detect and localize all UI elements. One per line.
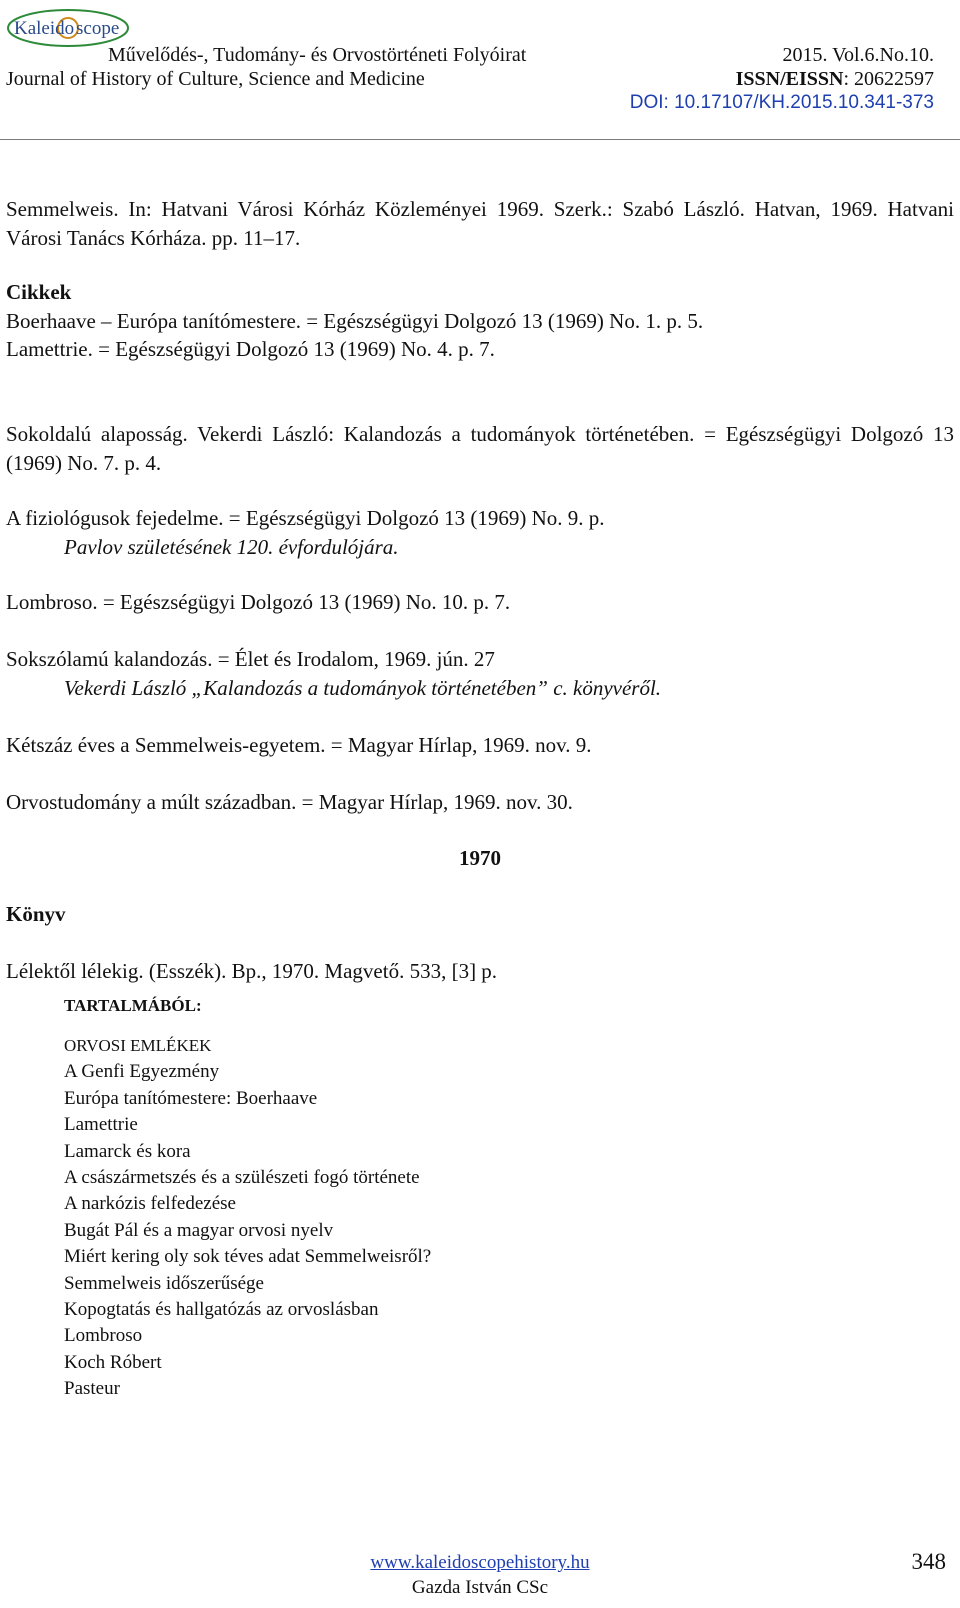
list-item: Európa tanítómestere: Boerhaave <box>64 1087 318 1109</box>
list-item: Pasteur <box>64 1378 120 1400</box>
section-heading-konyv: Könyv <box>6 902 66 926</box>
svg-text:Kaleido: Kaleido <box>14 18 75 39</box>
book-entry: Lélektől lélekig. (Esszék). Bp., 1970. Magvető. 533, [3] p. <box>6 959 498 983</box>
doi-link[interactable]: DOI: 10.17107/KH.2015.10.341-373 <box>629 92 934 113</box>
svg-text:scope: scope <box>76 18 120 39</box>
list-item: Bugát Pál és a magyar orvosi nyelv <box>64 1219 334 1241</box>
list-item: Orvostudomány a múlt században. = Magyar Hírlap, 1969. nov. 30. <box>6 790 573 814</box>
contents-list <box>64 1033 431 1403</box>
page-number: 348 <box>911 1549 946 1574</box>
header-divider <box>0 139 960 140</box>
list-item: Sokszólamú kalandozás. = Élet és Irodalom, 1969. jún. 27 <box>6 647 495 671</box>
list-item: Sokoldalú alaposság. Vekerdi László: Kalandozás a tudományok történetében. = Egészségügyi Dolgozó 13 (1969) No. 7. p. 4. <box>6 422 954 475</box>
list-item-note: Pavlov születésének 120. évfordulójára. <box>64 535 399 559</box>
issn <box>736 68 934 90</box>
list-item: Lamettrie. = Egészségügyi Dolgozó 13 (1969) No. 4. p. 7. <box>6 337 495 361</box>
section-heading-cikkek: Cikkek <box>6 280 72 304</box>
issn-value: : 20622597 <box>843 68 934 90</box>
list-item: Kopogtatás és hallgatózás az orvoslásban <box>64 1299 379 1321</box>
journal-logo <box>6 6 130 48</box>
list-item: Koch Róbert <box>64 1351 162 1373</box>
list-item: Boerhaave – Európa tanítómestere. = Egészségügyi Dolgozó 13 (1969) No. 1. p. 5. <box>6 309 704 333</box>
list-item: Lamettrie <box>64 1114 138 1136</box>
list-item: Miért kering oly sok téves adat Semmelweisről? <box>64 1246 432 1268</box>
website-link[interactable]: www.kaleidoscopehistory.hu <box>370 1552 590 1573</box>
list-item: Lombroso. = Egészségügyi Dolgozó 13 (1969) No. 10. p. 7. <box>6 590 511 614</box>
journal-title-hungarian: Művelődés-, Tudomány- és Orvostörténeti Folyóirat <box>108 44 527 66</box>
journal-title-english: Journal of History of Culture, Science and Medicine <box>6 68 425 90</box>
year-heading: 1970 <box>459 846 501 870</box>
issn-label: ISSN/EISSN <box>735 68 844 90</box>
list-item: A fiziológusok fejedelme. = Egészségügyi Dolgozó 13 (1969) No. 9. p. <box>6 506 605 530</box>
list-item: ORVOSI EMLÉKEK <box>64 1036 212 1055</box>
list-item-note: Vekerdi László „Kalandozás a tudományok történetében” c. könyvéről. <box>64 676 662 700</box>
list-item: Kétszáz éves a Semmelweis-egyetem. = Magyar Hírlap, 1969. nov. 9. <box>6 733 592 757</box>
list-item: A narkózis felfedezése <box>64 1193 236 1215</box>
footer-author: Gazda István CSc <box>411 1577 549 1598</box>
list-item: Lombroso <box>64 1325 143 1347</box>
year-volume: 2015. Vol.6.No.10. <box>782 44 934 66</box>
continuation-entry: Semmelweis. In: Hatvani Városi Kórház Közleményei 1969. Szerk.: Szabó László. Hatvan, 1969. Hatvani Városi Tanács Kórháza. pp. 11–17. <box>6 197 954 250</box>
list-item: A Genfi Egyezmény <box>64 1061 220 1083</box>
list-item: Semmelweis időszerűsége <box>64 1272 264 1294</box>
contents-heading: TARTALMÁBÓL: <box>64 996 202 1015</box>
list-item: Lamarck és kora <box>64 1140 191 1162</box>
list-item: A császármetszés és a szülészeti fogó története <box>64 1167 420 1189</box>
